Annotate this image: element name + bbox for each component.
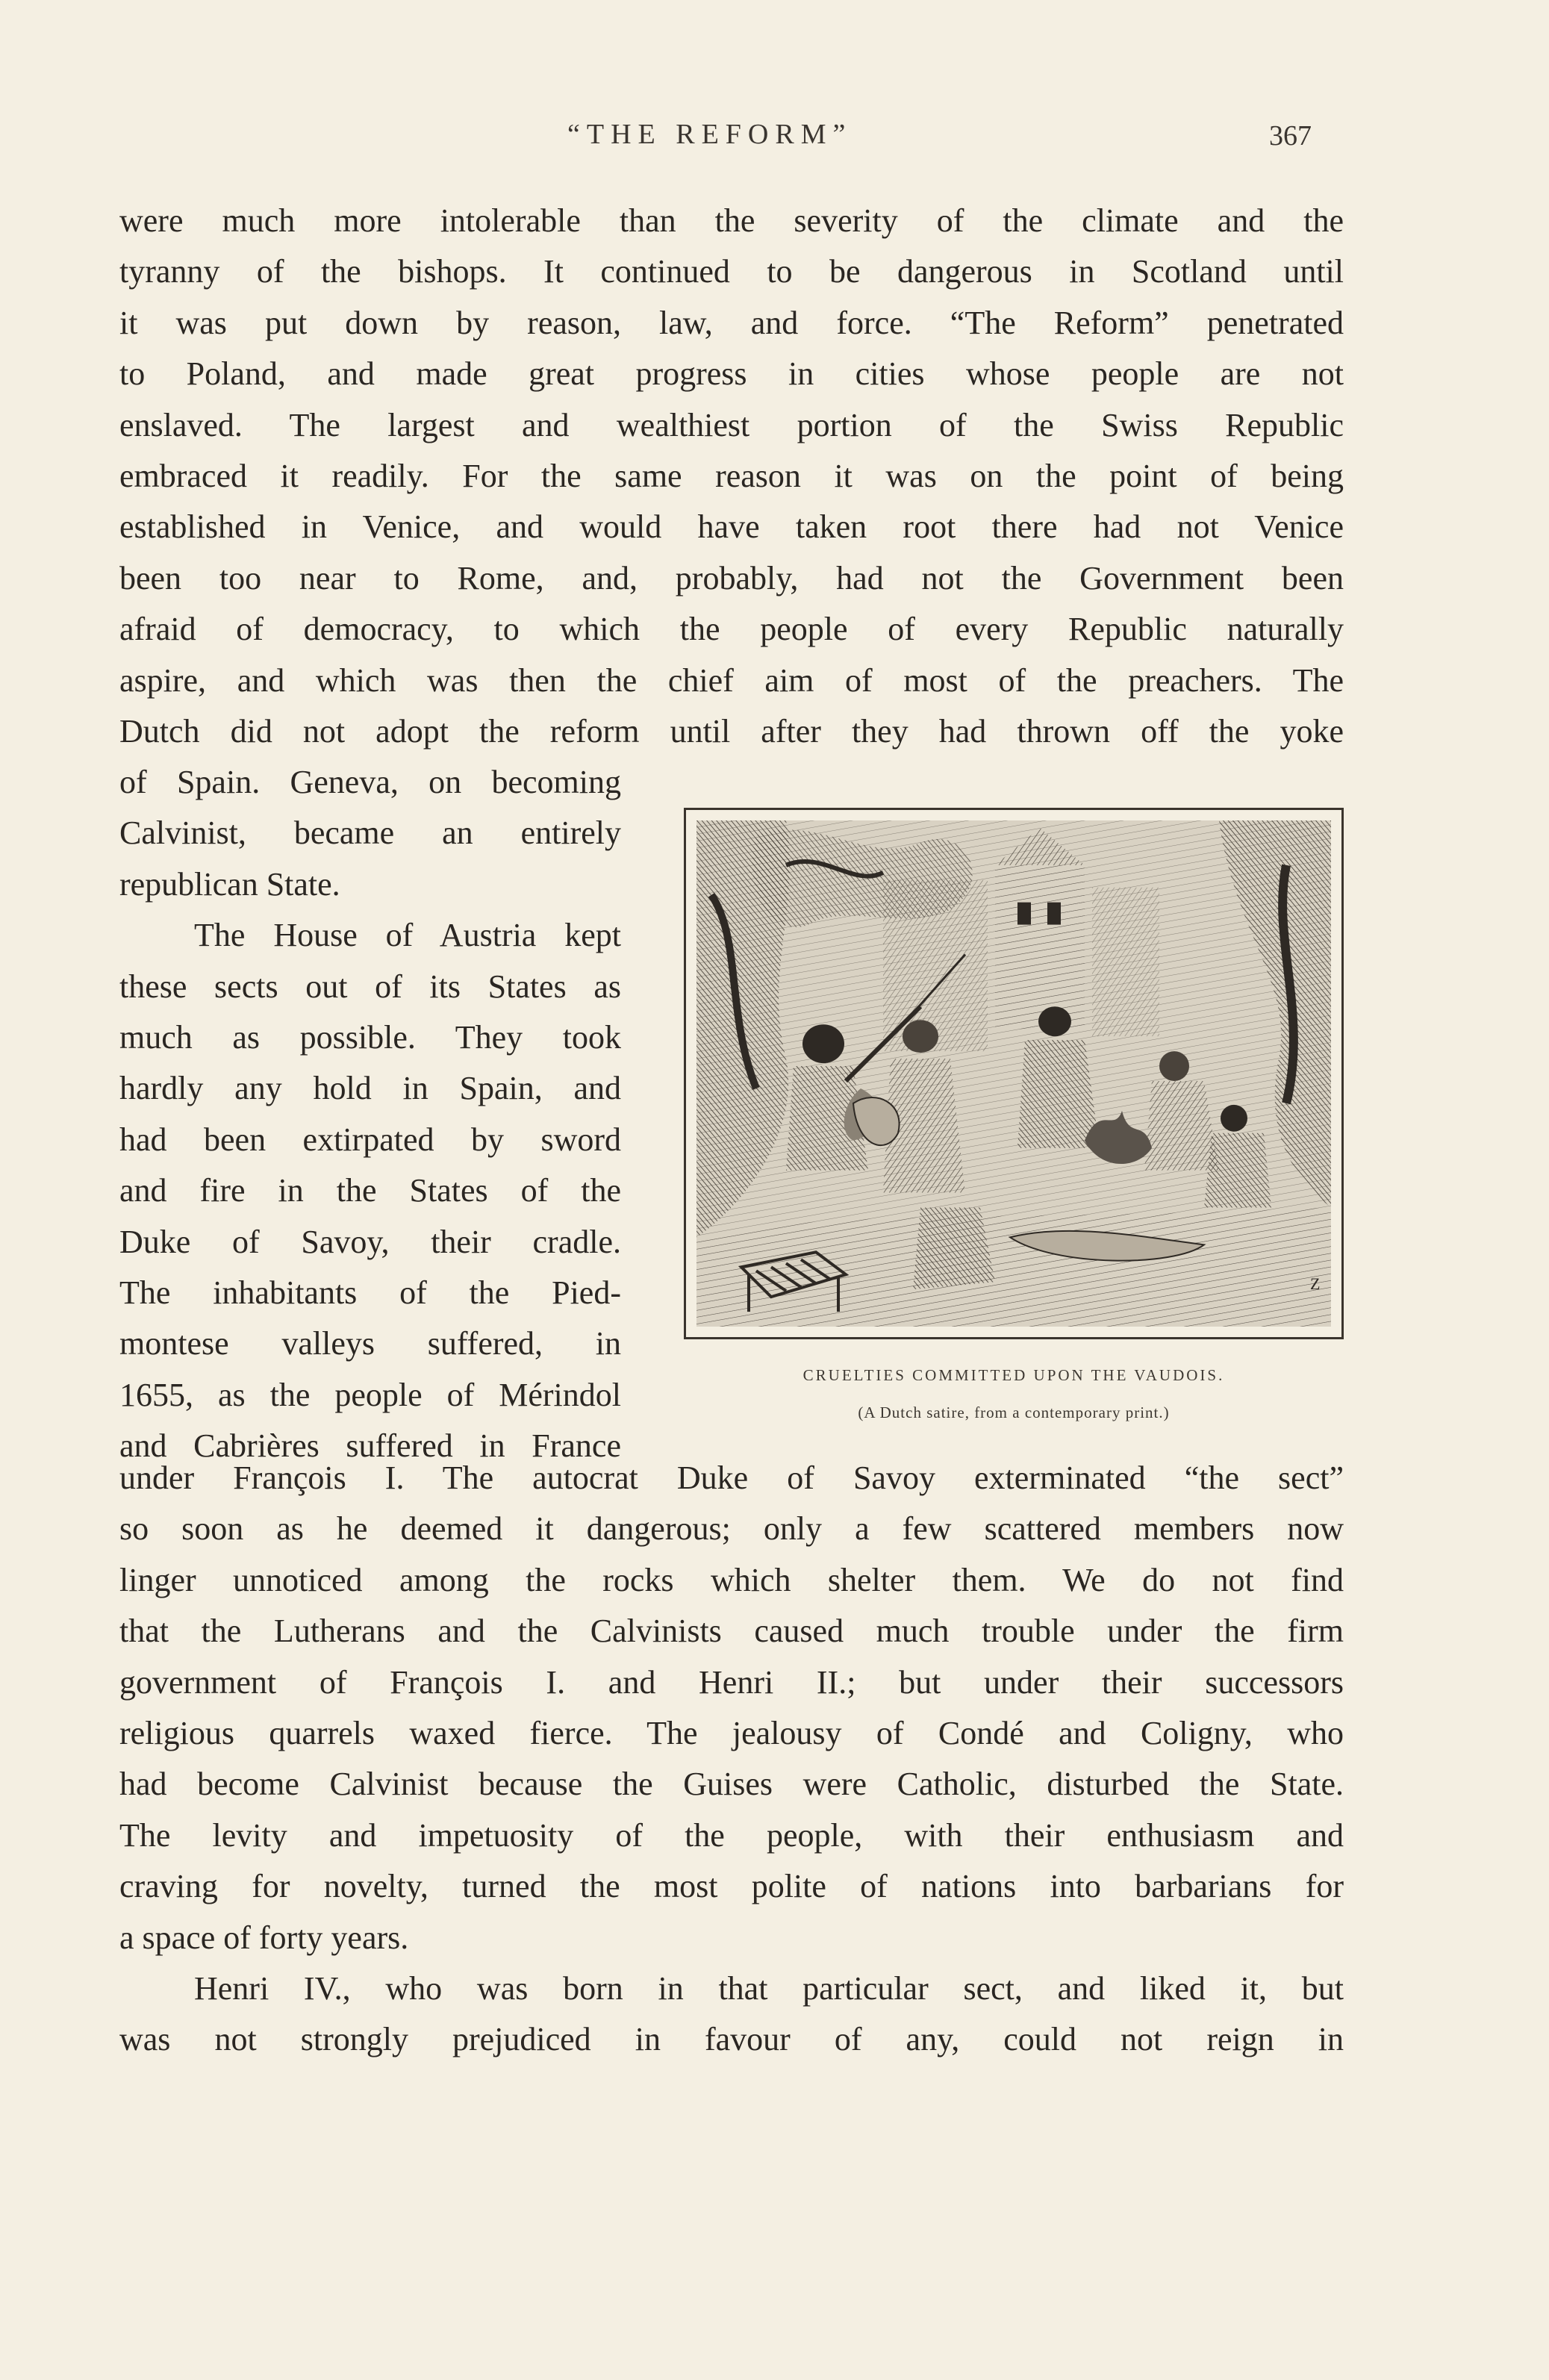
text-line: and fire in the States of the bbox=[119, 1172, 621, 1209]
illustration-engraving bbox=[696, 820, 1331, 1327]
text-line: montese valleys suffered, in bbox=[119, 1325, 621, 1362]
text-line: embraced it readily. For the same reason it was on the point of being bbox=[119, 457, 1344, 494]
body-text-top bbox=[119, 196, 1344, 757]
text-line: under François I. The autocrat Duke of Savoy exterminated “the sect” bbox=[119, 1460, 1344, 1496]
text-line: to Poland, and made great progress in cities whose people are not bbox=[119, 355, 1344, 393]
body-text-wrap bbox=[119, 757, 621, 1471]
text-line: had become Calvinist because the Guises were Catholic, disturbed the State. bbox=[119, 1766, 1344, 1803]
text-line: Duke of Savoy, their cradle. bbox=[119, 1223, 621, 1260]
text-line: The inhabitants of the Pied- bbox=[119, 1274, 621, 1311]
text-line: these sects out of its States as bbox=[119, 968, 621, 1005]
page-number: 367 bbox=[1269, 120, 1312, 152]
illustration-frame bbox=[684, 808, 1344, 1339]
text-line: so soon as he deemed it dangerous; only a few scattered members now bbox=[119, 1510, 1344, 1548]
text-line: 1655, as the people of Mérindol bbox=[119, 1376, 621, 1413]
text-line: had been extirpated by sword bbox=[119, 1121, 621, 1158]
text-line: government of François I. and Henri II.; but under their successors bbox=[119, 1663, 1344, 1701]
text-line: Calvinist, became an entirely bbox=[119, 814, 621, 852]
body-text-bottom bbox=[119, 1453, 1344, 2066]
figure-credit: (A Dutch satire, from a contemporary print.) bbox=[858, 1404, 1170, 1421]
text-line: afraid of democracy, to which the people of every Republic naturally bbox=[119, 611, 1344, 648]
engraver-signature: Z bbox=[1310, 1274, 1321, 1294]
text-line: religious quarrels waxed fierce. The jealousy of Condé and Coligny, who bbox=[119, 1714, 1344, 1751]
text-line: Henri IV., who was born in that particular sect, and liked it, but bbox=[194, 1969, 1344, 2007]
text-line: tyranny of the bishops. It continued to be dangerous in Scotland until bbox=[119, 253, 1344, 290]
figure-caption: CRUELTIES COMMITTED UPON THE VAUDOIS. bbox=[802, 1366, 1225, 1384]
text-line: of Spain. Geneva, on becoming bbox=[119, 764, 621, 800]
running-head bbox=[0, 118, 1549, 163]
text-line: a space of forty years. bbox=[119, 1919, 409, 1956]
text-line: hardly any hold in Spain, and bbox=[119, 1070, 621, 1107]
text-line: Dutch did not adopt the reform until after they had thrown off the yoke bbox=[119, 712, 1344, 750]
text-line: The House of Austria kept bbox=[194, 917, 621, 954]
text-line: linger unnoticed among the rocks which shelter them. We do not find bbox=[119, 1561, 1344, 1598]
text-line: were much more intolerable than the severity of the climate and the bbox=[119, 202, 1344, 239]
text-line: was not strongly prejudiced in favour of any, could not reign in bbox=[119, 2021, 1344, 2058]
text-line: established in Venice, and would have taken root there had not Venice bbox=[119, 508, 1344, 546]
text-line: enslaved. The largest and wealthiest portion of the Swiss Republic bbox=[119, 406, 1344, 443]
text-line: that the Lutherans and the Calvinists caused much trouble under the firm bbox=[119, 1613, 1344, 1650]
text-line: it was put down by reason, law, and force. “The Reform” penetrated bbox=[119, 304, 1344, 341]
text-line: been too near to Rome, and, probably, had not the Government been bbox=[119, 559, 1344, 596]
text-line: republican State. bbox=[119, 865, 340, 903]
text-line: craving for novelty, turned the most polite of nations into barbarians for bbox=[119, 1868, 1344, 1905]
text-line: and Cabrières suffered in France bbox=[119, 1427, 621, 1465]
text-line: aspire, and which was then the chief aim of most of the preachers. The bbox=[119, 661, 1344, 699]
text-line: The levity and impetuosity of the people, with their enthusiasm and bbox=[119, 1816, 1344, 1854]
running-title: “THE REFORM” bbox=[567, 119, 853, 150]
text-line: much as possible. They took bbox=[119, 1018, 621, 1056]
